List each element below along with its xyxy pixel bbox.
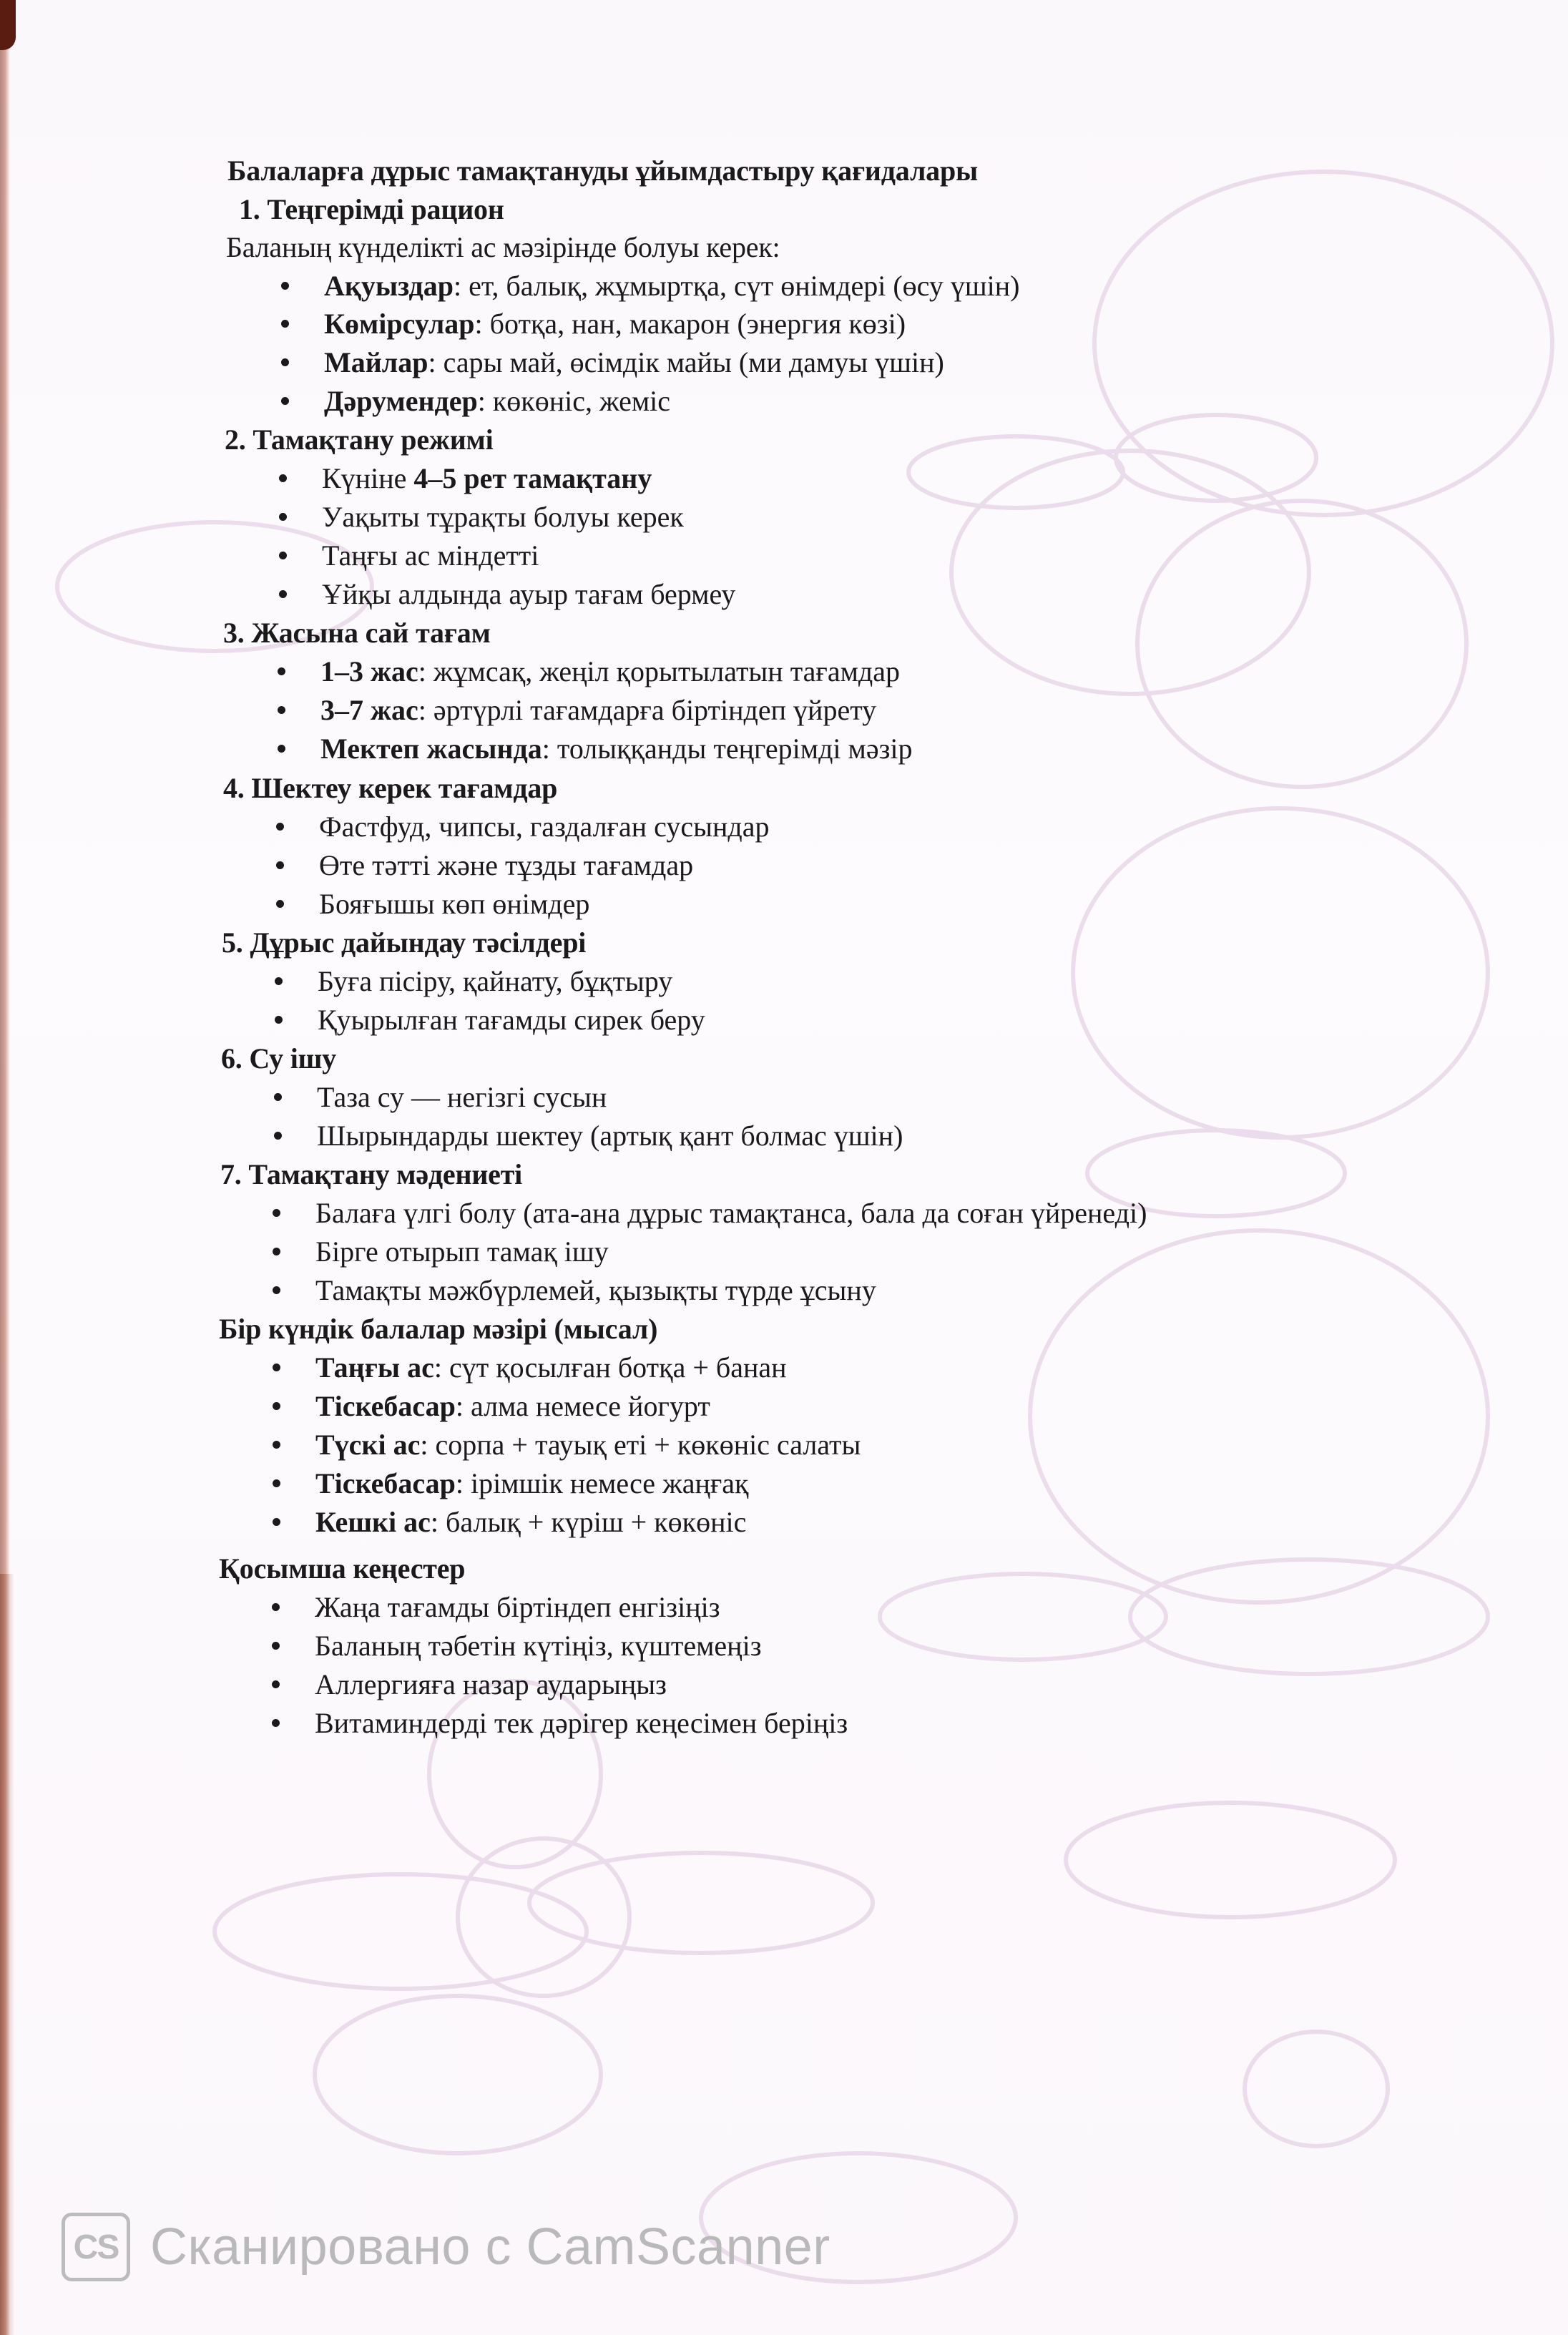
- bullet-icon: [274, 1093, 282, 1101]
- bullet-icon: [273, 1364, 280, 1371]
- camscanner-watermark: [62, 2208, 830, 2286]
- bullet-icon: [279, 513, 287, 521]
- bullet-icon: [279, 552, 287, 559]
- bullet-icon: [272, 1680, 280, 1688]
- bullet-icon: [278, 706, 285, 714]
- bullet-icon: [276, 823, 284, 831]
- bullet-icon: [281, 358, 289, 366]
- bullet-icon: [274, 1132, 282, 1140]
- section-heading: 5. Дұрыс дайындау тәсілдері: [222, 926, 587, 959]
- bullet-icon: [279, 474, 287, 482]
- section-heading: Бір күндік балалар мәзірі (мысал): [219, 1313, 658, 1345]
- section-heading: 1. Теңгерімді рацион: [239, 193, 504, 225]
- section-heading: 7. Тамақтану мәдениеті: [220, 1158, 523, 1190]
- bullet-icon: [273, 1479, 280, 1487]
- bullet-icon: [275, 1016, 283, 1024]
- section-heading: 3. Жасына сай тағам: [223, 617, 491, 649]
- bullet-icon: [278, 667, 285, 675]
- bullet-icon: [276, 900, 284, 908]
- bullet-icon: [273, 1402, 280, 1410]
- bullet-icon: [273, 1518, 280, 1526]
- section-heading: 2. Тамақтану режимі: [225, 424, 494, 456]
- bullet-icon: [281, 397, 289, 405]
- bullet-icon: [273, 1248, 280, 1255]
- bullet-icon: [272, 1719, 280, 1727]
- camscanner-logo-icon: CS: [62, 2213, 130, 2281]
- bullet-icon: [281, 320, 289, 328]
- bullet-icon: [279, 590, 287, 598]
- bullet-icon: [278, 745, 285, 753]
- bullet-icon: [272, 1603, 280, 1611]
- section-intro: Баланың күнделікті ас мәзірінде болуы керек:: [226, 231, 780, 263]
- bullet-icon: [276, 861, 284, 869]
- bullet-icon: [272, 1642, 280, 1650]
- section-heading: 6. Су ішу: [221, 1042, 336, 1075]
- bullet-icon: [275, 977, 283, 985]
- document-title: Балаларға дұрыс тамақтануды ұйымдастыру қағидалары: [227, 155, 979, 187]
- bullet-icon: [273, 1286, 280, 1294]
- scanned-page: Балаларға дұрыс тамақтануды ұйымдастыру қағидалары 1. Теңгерімді рацион Баланың күнделікті ас мәзірінде болуы керек: Ақуыздар: ет, балық, жұмыртқа, сүт өнімдері (өсу үшін) Көмірсулар: ботқа, нан, макарон (энергия көзі) Майлар: сары май, өсімдік майы (ми дамуы үшін) Дәрумендер: көкөніс, жеміс 2. Тамақтану режимі Күніне 4–5 рет тамақтану Уақыты тұрақты болуы керек Таңғы ас міндетті Ұйқы алдында ауыр тағам бермеу 3. Жасына сай тағам 1–3 жас: жұмсақ, жеңіл қорытылатын тағамдар 3–7 жас: әртүрлі тағамдарға біртіндеп үйрету Мектеп жасында: толыққанды теңгерімді мәзір 4. Шектеу керек тағамдар Фастфуд, чипсы, газдалған сусындар Өте тәтті және тұзды тағамдар Бояғышы көп өнімдер 5. Дұрыс дайындау тәсілдері Буға пісіру, қайнату, бұқтыру Қуырылған тағамды сирек беру 6. Су ішу Таза су — негізгі сусын Шырындарды шектеу (артық қант болмас үшін) 7. Тамақтану мәдениеті Балаға үлгі болу (ата-ана дұрыс тамақтанса, бала да соған үйренеді) Бірге отырып тамақ ішу Тамақты мәжбүрлемей, қызықты түрде ұсыну Бір күндік балалар мәзірі (мысал) Таңғы ас: сүт қосылған ботқа + банан Тіскебасар: алма немесе йогурт Түскі ас: сорпа + тауық еті + көкөніс салаты Тіскебасар: ірімшік немесе жаңғақ Кешкі ас: балық + күріш + көкөніс Қосымша кеңестер Жаңа тағамды біртіндеп енгізіңіз Баланың тәбетін күтіңіз, күштемеңіз Аллергияға назар аударыңыз Витаминдерді тек дәрігер кеңесімен беріңіз CS Сканировано с CamScanner: [0, 0, 1568, 2335]
- bullet-icon: [273, 1209, 280, 1217]
- bullet-icon: [273, 1441, 280, 1449]
- section-heading: Қосымша кеңестер: [219, 1552, 466, 1585]
- watermark-text: Сканировано с CamScanner: [150, 2218, 830, 2276]
- bullet-icon: [281, 282, 289, 290]
- section-heading: 4. Шектеу керек тағамдар: [223, 772, 558, 804]
